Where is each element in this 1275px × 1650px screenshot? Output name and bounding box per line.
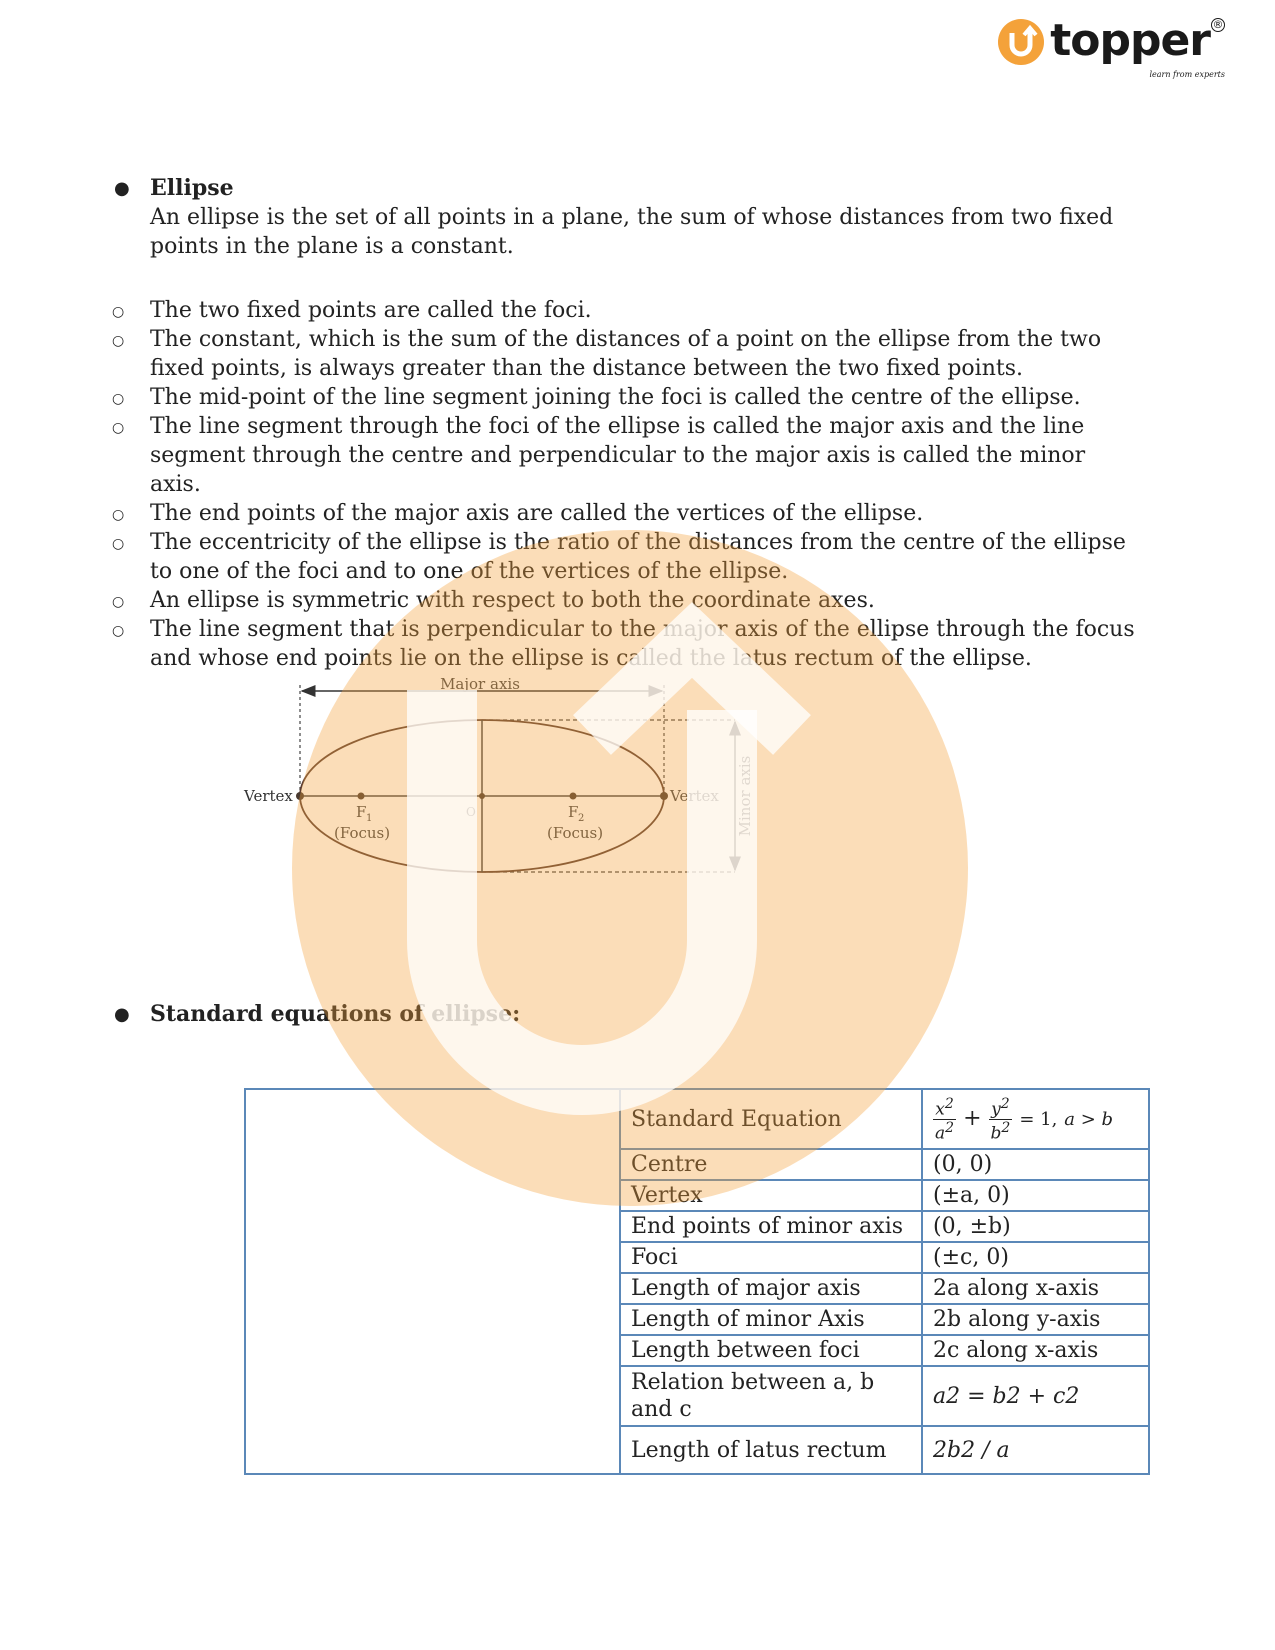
table-cell-label: Standard Equation	[620, 1089, 922, 1149]
topper-logo-icon	[998, 19, 1044, 65]
focus-2-label: F	[568, 803, 579, 821]
standard-equations-title: Standard equations of ellipse:	[150, 1001, 521, 1027]
table-cell-value: (±a, 0)	[922, 1180, 1149, 1211]
major-axis-label: Major axis	[440, 675, 520, 693]
table-blank-cell	[245, 1089, 620, 1474]
table-cell-value: 2b along y-axis	[922, 1304, 1149, 1335]
list-item: ○ The end points of the major axis are called the vertices of the ellipse.	[150, 499, 1140, 528]
table-cell-label: Relation between a, b and c	[620, 1366, 922, 1426]
list-item: ○ The two fixed points are called the foci.	[150, 296, 1140, 325]
table-cell-label: Length between foci	[620, 1335, 922, 1366]
focus-2-caption: (Focus)	[547, 824, 604, 842]
standard-equations-table	[244, 1088, 1150, 1475]
table-cell-label: Length of major axis	[620, 1273, 922, 1304]
table-cell-value: 2a along x-axis	[922, 1273, 1149, 1304]
ellipse-diagram	[230, 675, 790, 920]
list-item: ○ The eccentricity of the ellipse is the ratio of the distances from the centre of the ellipse to one of the foci and to one of the vertices of the ellipse.	[112, 530, 1126, 584]
table-cell-value: 2b2 / a	[922, 1426, 1149, 1474]
right-vertex-label: Vertex	[670, 787, 719, 805]
topper-logo	[998, 14, 1225, 78]
circle-bullet-icon: ○	[112, 420, 125, 436]
standard-equations-section	[114, 1000, 1140, 1029]
centre-point	[479, 793, 485, 799]
table-cell-label: Vertex	[620, 1180, 922, 1211]
table-cell-value: (±c, 0)	[922, 1242, 1149, 1273]
list-item: ○ The line segment that is perpendicular to the major axis of the ellipse through the focus and whose end points lie on the ellipse is called the latus rectum of the ellipse.	[112, 617, 1135, 671]
table-cell-value: (0, ±b)	[922, 1211, 1149, 1242]
right-vertex-point	[660, 792, 668, 800]
circle-bullet-icon: ○	[112, 304, 125, 320]
circle-bullet-icon: ○	[112, 594, 125, 610]
focus-1-point	[358, 793, 365, 800]
focus-1-subscript: 1	[366, 813, 373, 824]
ellipse-title: Ellipse	[150, 175, 234, 201]
table-cell-label: Foci	[620, 1242, 922, 1273]
list-item: ○ The line segment through the foci of the ellipse is called the major axis and the line segment through the centre and perpendicular to the major axis is called the minor axis.	[112, 414, 1086, 497]
registered-mark: ®	[1212, 18, 1224, 31]
circle-bullet-icon: ○	[112, 623, 125, 639]
circle-bullet-icon: ○	[112, 507, 125, 523]
centre-label: O	[466, 805, 476, 819]
list-item: ○ The constant, which is the sum of the distances of a point on the ellipse from the two fixed points, is always greater than the distance between the two fixed points.	[112, 327, 1102, 381]
table-row	[245, 1089, 1149, 1149]
table-cell-label: Length of latus rectum	[620, 1426, 922, 1474]
topper-logo-tagline: learn from experts	[1149, 70, 1225, 79]
table-cell-value: a2 = b2 + c2	[922, 1366, 1149, 1426]
ellipse-section	[114, 174, 1140, 261]
table-cell-label: Length of minor Axis	[620, 1304, 922, 1335]
standard-equation-cell: $\frac{x^2}{a^2}$ + $\frac{y^2}{b^2}$ = 1, a > b	[922, 1089, 1149, 1149]
focus-2-subscript: 2	[578, 813, 585, 824]
table-cell-value: (0, 0)	[922, 1149, 1149, 1180]
bullet-icon: ●	[114, 1004, 130, 1025]
circle-bullet-icon: ○	[112, 391, 125, 407]
bullet-icon: ●	[114, 178, 130, 199]
circle-bullet-icon: ○	[112, 536, 125, 552]
topper-logo-wordmark: topper	[1050, 15, 1210, 66]
left-vertex-point	[296, 792, 304, 800]
ellipse-definition: An ellipse is the set of all points in a plane, the sum of whose distances from two fixed points in the plane is a constant.	[150, 205, 1114, 259]
focus-1-label: F	[356, 803, 367, 821]
table-cell-label: Centre	[620, 1149, 922, 1180]
focus-2-point	[570, 793, 577, 800]
minor-axis-label: Minor axis	[736, 755, 754, 837]
x-fraction: $\frac{x^2}{a^2}$	[935, 1095, 955, 1144]
table-cell-label: End points of minor axis	[620, 1211, 922, 1242]
y-fraction: $\frac{y^2}{b^2}$	[990, 1095, 1011, 1144]
list-item: ○ The mid-point of the line segment joining the foci is called the centre of the ellipse.	[150, 383, 1140, 412]
list-item: ○ An ellipse is symmetric with respect to both the coordinate axes.	[150, 586, 1140, 615]
focus-1-caption: (Focus)	[334, 824, 391, 842]
left-vertex-label: Vertex	[244, 787, 293, 805]
table-cell-value: 2c along x-axis	[922, 1335, 1149, 1366]
circle-bullet-icon: ○	[112, 333, 125, 349]
ellipse-properties-list	[112, 296, 1140, 673]
